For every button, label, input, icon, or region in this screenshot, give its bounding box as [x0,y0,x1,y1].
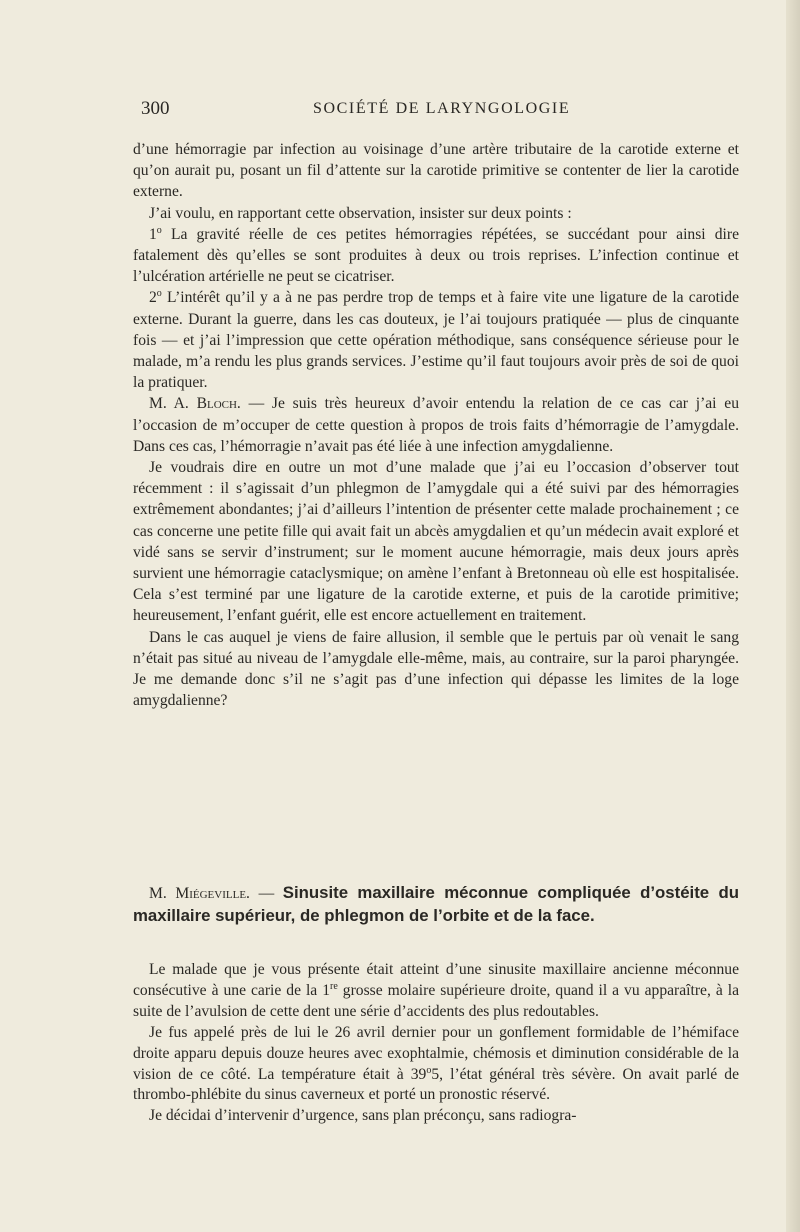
section-dash: — [258,885,275,902]
point-number: 2 [149,289,157,307]
paragraph: Dans le cas auquel je viens de faire allusion, il semble que le pertuis par où venait le sang n’était pas situé au niveau de l’amygdale elle-même, mais, au contraire, sur la paroi pharyngée. Je me demande donc s’il ne s’agit pas d’une infection qui dépasse les limites de la loge amygdalienne? [133,628,739,710]
paragraph: Je fus appelé près de lui le 26 avril dernier pour un gonflement formidable de l’hémiface droite apparu depuis douze heures avec exophtalmie, chémosis et diminution considérable de la vision de ce côté. La température était à 39$^o$5, l’état général très sévère. On avait parlé de thrombo-phlébite du sinus caverneux et porté un pronostic réservé. [133,1023,739,1104]
paragraph-continuation: d’une hémorragie par infection au voisinage d’une artère tributaire de la carotide externe et qu’on aurait pu, posant un fil d’attente sur la carotide primitive se contenter de lier la carotide externe. [133,141,739,201]
paragraph: J’ai voulu, en rapportant cette observation, insister sur deux points : [149,204,572,222]
section-heading [133,882,739,927]
paragraph: Je voudrais dire en outre un mot d’une malade que j’ai eu l’occasion d’observer tout récemment : il s’agissait d’un phlegmon de l’amygdale qui a été suivi par des hémorragies extrêmement abondantes; j’ai d’ailleurs l’intention de présenter cette malade prochainement ; ce cas concerne une petite fille qui avait fait un abcès amygdalien et qu’un médecin avait exploré et vidé sans se servir d’instrument; sur le moment aucune hémorragie, mais deux jours après survient une hémorragie cataclysmique; on amène l’enfant à Bretonneau où elle est hospitalisée. Cela s’est terminé par une ligature de la carotide externe, et puis de la carotide primitive; heureusement, l’enfant guérit, elle est encore actuellement en traitement. [133,459,739,625]
page-edge [786,0,800,1232]
section-title: Sinusite maxillaire méconnue compliquée d’ostéite du maxillaire supérieur, de phlegmon de l’orbite et de la face. [133,883,739,925]
page-header [141,98,741,126]
point-ordinal: o [156,288,162,300]
numbered-point: 2$^o$ L’intérêt qu’il y a à ne pas perdre trop de temps et à faire vite une ligature de la carotide externe. Durant la guerre, dans les cas douteux, je l’ai toujours pratiquée — plus de cinquante fois — et j’ai l’impression que cette opération méthodique, sans conséquence sérieuse pour le malade, m’a rendu les plus grands services. J’estime qu’il faut toujours avoir près de soi de quoi la pratiquer. [133,288,740,392]
numbered-point: 1$^o$ La gravité réelle de ces petites hémorragies répétées, se succédant pour ainsi dire fatalement dès qu’elles se sont produites à deux ou trois reprises. L’infection continue et l’ulcération artérielle ne peut se cicatriser. [133,224,739,286]
body-text [133,139,739,711]
running-head: SOCIÉTÉ DE LARYNGOLOGIE [313,100,571,117]
section-speaker: M. Miégeville. [149,885,250,902]
paragraph: Je décidai d’intervenir d’urgence, sans plan préconçu, sans radiogra- [149,1107,577,1125]
speaker-name: M. A. Bloch. [149,395,241,413]
page-number: 300 [141,98,170,119]
point-number: 1 [149,225,157,243]
paragraph: Le malade que je vous présente était atteint d’une sinusite maxillaire ancienne méconnue consécutive à une carie de la 1re grosse molaire supérieure droite, quand il a vu apparaître, à la suite de l’avulsion de cette dent une série d’accidents des plus redoutables. [133,961,739,1020]
speaker-paragraph: M. A. Bloch. — Je suis très heureux d’avoir entendu la relation de ce cas car j’ai eu l’occasion de m’occuper de cette question à propos de trois faits d’hémorragie de l’amygdale. Dans ces cas, l’hémorragie n’avait pas été liée à une infection amygdalienne. [133,395,739,455]
point-ordinal: o [156,224,162,236]
section-body [133,960,739,1127]
